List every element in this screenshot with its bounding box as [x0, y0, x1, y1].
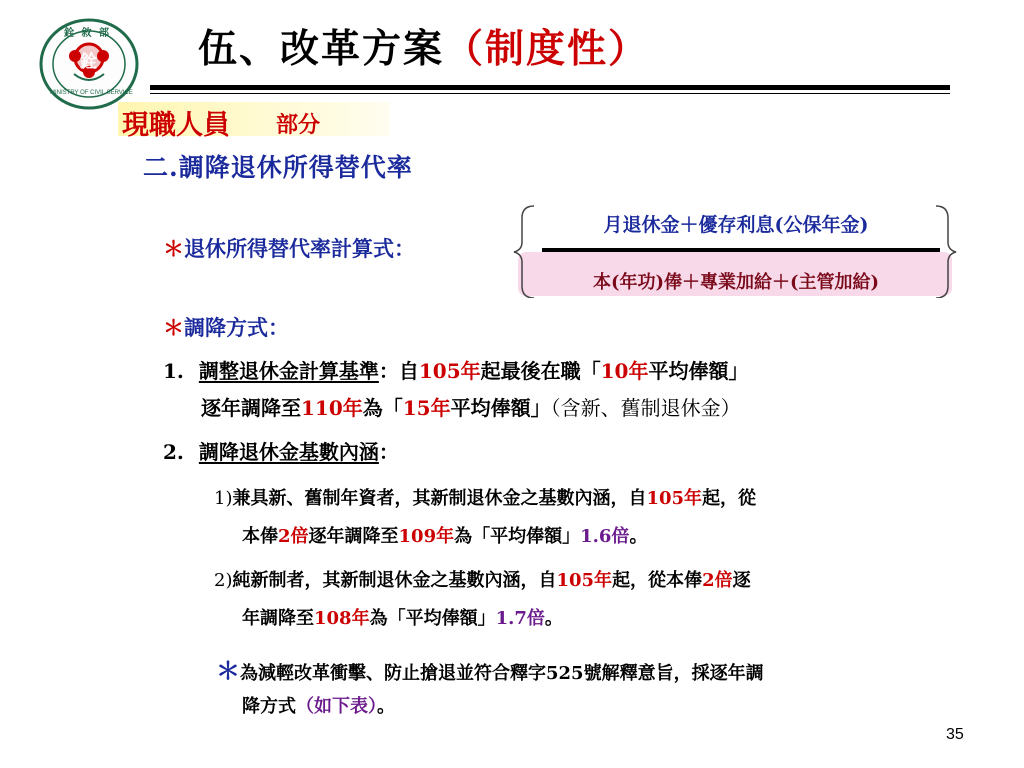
method-label-line: [163, 312, 289, 342]
formula-numerator: 月退休金＋優存利息(公保年金): [603, 214, 869, 236]
footnote-text-3: 。: [377, 696, 395, 717]
item-1-title: 調整退休金計算基準: [198, 359, 379, 383]
footnote-text-2: 降方式: [242, 696, 296, 717]
subitem-2-times-1-7: 1.7倍: [495, 608, 545, 629]
item-1-text-4: 逐年調降至: [201, 396, 301, 420]
page-number: 35: [946, 726, 964, 743]
item-1-note: （含新、舊制退休金）: [550, 396, 741, 420]
subitem-2-text-4: 年調降至: [242, 608, 314, 629]
subitem-2-text-3: 逐: [732, 570, 751, 591]
subitem-1-text-3: 本俸: [242, 526, 278, 547]
subitem-1-line-1: [214, 484, 756, 510]
item-2-number: 2.: [163, 440, 184, 464]
item-1-text-2: 起最後在職「: [480, 359, 601, 383]
item-1-number: 1.: [163, 359, 184, 383]
formula-label-line: [163, 233, 415, 263]
subitem-2-times-2: 2倍: [702, 570, 733, 591]
section-main-text: 現職人員: [122, 110, 230, 141]
item-1-line-1: [163, 355, 748, 384]
item-2-line: [163, 436, 399, 465]
footnote-table-ref: （如下表）: [296, 696, 377, 717]
item-1-years-15: 15年: [402, 396, 451, 420]
subitem-2-text-1: 純新制者，其新制退休金之基數內涵，自: [232, 570, 557, 591]
item-1-line-2: [201, 392, 741, 421]
formula-label: 退休所得替代率計算式：: [184, 236, 415, 261]
subitem-1-year-105: 105年: [646, 488, 703, 509]
item-1-year-110: 110年: [301, 396, 363, 420]
title-rule-thick: [150, 85, 950, 90]
subitem-2-text-6: 。: [544, 608, 563, 629]
subitem-1-year-109: 109年: [398, 526, 455, 547]
subitem-2-number: 2): [214, 570, 233, 591]
method-label: 調降方式：: [184, 315, 289, 340]
item-1-text-5: 為「: [362, 396, 403, 420]
subitem-1-text-5: 為「平均俸額」: [454, 526, 581, 547]
title-main: 伍、改革方案: [198, 26, 445, 72]
title-rule-thin: [150, 93, 950, 94]
footnote-line-1: [216, 651, 764, 686]
ministry-seal-logo: [34, 16, 144, 112]
item-1-text-1: 自: [398, 359, 419, 383]
item-1-year-105: 105年: [418, 359, 481, 383]
footnote-line-2: [242, 692, 395, 718]
bullet-star-icon: ＊: [163, 236, 184, 261]
slide-title: [198, 18, 649, 74]
subitem-2-line-2: [242, 604, 563, 630]
title-paren: （制度性）: [444, 26, 650, 72]
subitem-2-text-5: 為「平均俸額」: [369, 608, 496, 629]
subitem-1-text-4: 逐年調降至: [308, 526, 399, 547]
subitem-1-text-6: 。: [629, 526, 648, 547]
subitem-1-text-1: 兼具新、舊制年資者，其新制退休金之基數內涵，自: [232, 488, 647, 509]
subitem-1-number: 1): [214, 488, 233, 509]
item-2-colon: ：: [378, 440, 399, 464]
item-1-colon: ：: [378, 359, 399, 383]
footnote-text-1: 為減輕改革衝擊、防止搶退並符合釋字525號解釋意旨，採逐年調: [240, 663, 764, 684]
seal-center-char: 銓: [80, 52, 97, 72]
item-2-title: 調降退休金基數內涵: [198, 440, 379, 464]
subitem-2-year-105: 105年: [556, 570, 613, 591]
subitem-2-text-2: 起，從本俸: [612, 570, 703, 591]
item-1-text-6: 平均俸額」: [450, 396, 551, 420]
section-sub-text: 部分: [276, 112, 321, 138]
sub-heading: 二.調降退休所得替代率: [143, 153, 413, 182]
bullet-star-icon: ＊: [163, 315, 184, 340]
seal-ring-text: MINISTRY OF CIVIL SERVICE: [50, 90, 133, 96]
subitem-1-times-1-6: 1.6倍: [580, 526, 630, 547]
item-1-years-10: 10年: [600, 359, 649, 383]
subitem-1-line-2: [242, 522, 647, 548]
subitem-1-text-2: 起，從: [702, 488, 757, 509]
item-1-text-3: 平均俸額」: [648, 359, 749, 383]
formula-fraction: [512, 202, 958, 298]
formula-denominator: 本(年功)俸＋專業加給＋(主管加給): [592, 272, 880, 293]
seal-top-text: 銓 敘 部: [64, 28, 111, 39]
subitem-1-times-2: 2倍: [278, 526, 309, 547]
subitem-2-line-1: [214, 566, 751, 592]
footnote-star-icon: ＊: [216, 656, 240, 685]
section-label: [118, 102, 390, 141]
subitem-2-year-108: 108年: [314, 608, 370, 629]
